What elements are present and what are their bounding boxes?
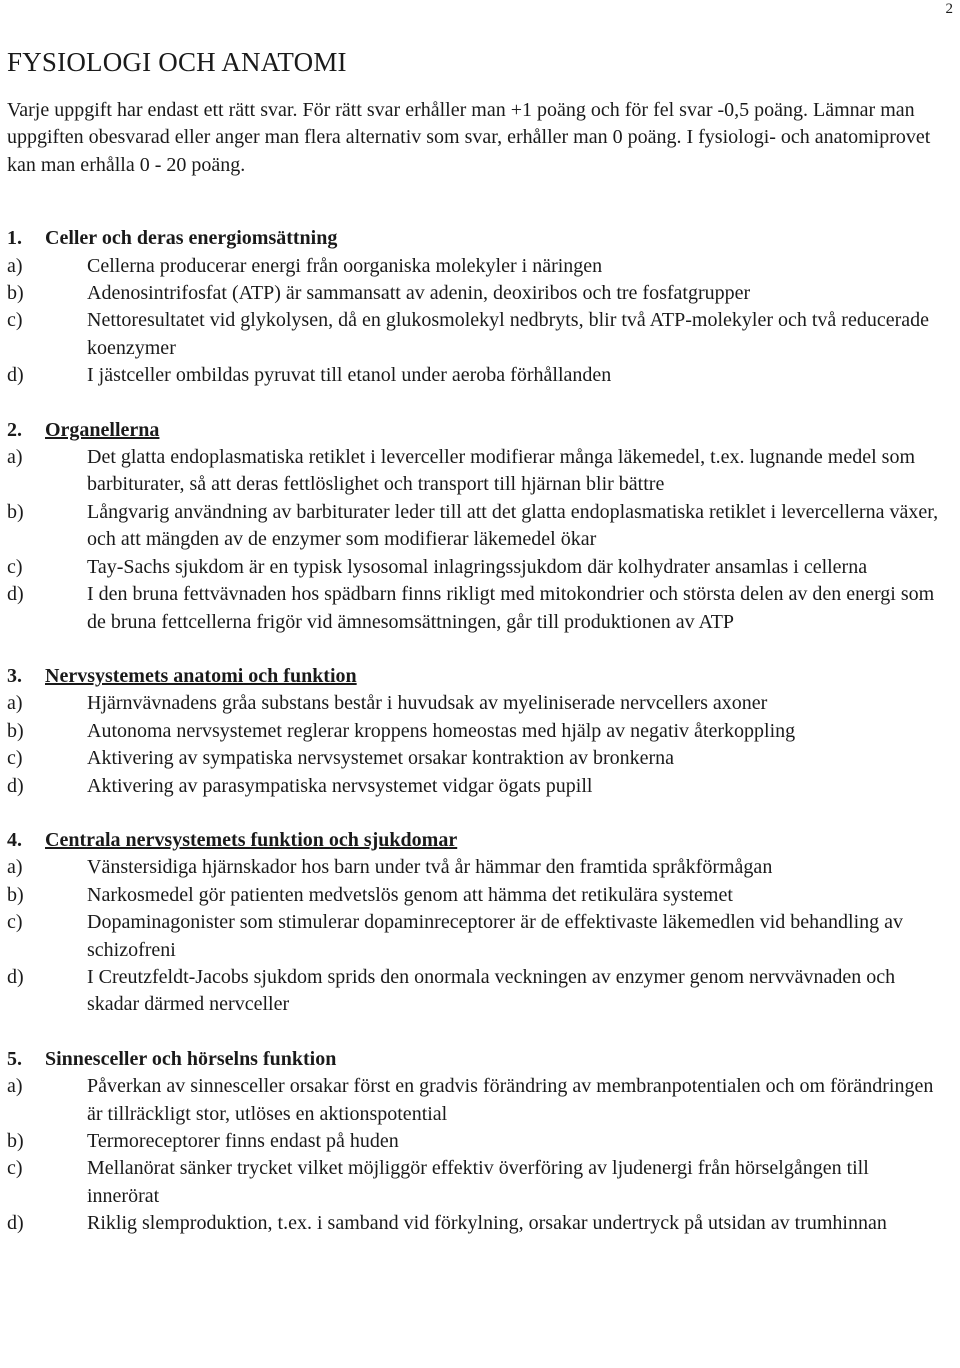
- option-letter: b): [7, 719, 24, 742]
- question-3: [7, 663, 942, 800]
- option-text: Påverkan av sinnesceller orsakar först en gradvis förändring av membranpotentialen och om förändringen är tillräckligt stor, utlöses en aktionspotential: [87, 1075, 934, 1125]
- option-letter: b): [7, 500, 24, 523]
- question-5: [7, 1046, 942, 1238]
- question-list: [7, 225, 942, 1237]
- option-text: I Creutzfeldt-Jacobs sjukdom sprids den onormala veckningen av enzymer genom nervvävnaden och skadar därmed nervceller: [87, 965, 896, 1016]
- option-letter: c): [7, 747, 23, 770]
- option-letter: c): [7, 911, 23, 934]
- option-text: Riklig slemproduktion, t.ex. i samband vid förkylning, orsakar undertryck på utsidan av trumhinnan: [87, 1212, 887, 1235]
- option-letter: b): [7, 883, 24, 906]
- answer-option: [7, 909, 942, 964]
- answer-option: [7, 773, 942, 800]
- question-4: [7, 827, 942, 1019]
- answer-option: [7, 307, 942, 362]
- option-text: Autonoma nervsystemet reglerar kroppens homeostas med hjälp av negativ återkoppling: [87, 719, 796, 742]
- answer-option: [7, 882, 942, 909]
- option-text: Narkosmedel gör patienten medvetslös genom att hämma det retikulära systemet: [87, 883, 733, 906]
- question-heading: [7, 225, 942, 252]
- option-text: Mellanörat sänker trycket vilket möjliggör effektiv överföring av ljudenergi från hörselgången till innerörat: [87, 1157, 869, 1207]
- answer-option: [7, 854, 942, 881]
- question-1: [7, 225, 942, 389]
- answer-option: [7, 1073, 942, 1128]
- answer-option: [7, 554, 942, 581]
- answer-option: [7, 362, 942, 389]
- document-title: FYSIOLOGI OCH ANATOMI: [7, 47, 347, 77]
- question-heading: [7, 827, 942, 854]
- option-letter: d): [7, 583, 24, 606]
- question-2: [7, 417, 942, 636]
- option-text: Aktivering av parasympatiska nervsystemet vidgar ögats pupill: [87, 774, 593, 797]
- option-text: Termoreceptorer finns endast på huden: [87, 1130, 399, 1152]
- option-letter: c): [7, 309, 23, 332]
- answer-option: [7, 690, 942, 717]
- answer-option: [7, 280, 942, 307]
- option-letter: a): [7, 1075, 23, 1098]
- option-text: Dopaminagonister som stimulerar dopaminreceptorer är de effektivaste läkemedlen vid behandling av schizofreni: [87, 911, 904, 961]
- question-number: 2.: [7, 418, 22, 441]
- answer-option: [7, 1210, 942, 1237]
- option-text: Adenosintrifosfat (ATP) är sammansatt av adenin, deoxiribos och tre fosfatgrupper: [87, 282, 751, 305]
- answer-option: [7, 1155, 942, 1210]
- answer-option: [7, 253, 942, 280]
- option-letter: b): [7, 1130, 24, 1152]
- option-text: Aktivering av sympatiska nervsystemet orsakar kontraktion av bronkerna: [87, 747, 675, 770]
- option-letter: a): [7, 254, 23, 277]
- question-number: 4.: [7, 828, 22, 851]
- question-number: 5.: [7, 1047, 22, 1070]
- question-heading: [7, 417, 942, 444]
- option-letter: a): [7, 692, 23, 715]
- option-text: Långvarig användning av barbiturater leder till att det glatta endoplasmatiska retiklet i levercellerna växer, och att mängden av de enzymer som modifierar läkemedel ökar: [87, 500, 939, 551]
- question-title: Sinnesceller och hörselns funktion: [45, 1047, 337, 1070]
- option-letter: d): [7, 364, 24, 387]
- option-text: Vänstersidiga hjärnskador hos barn under två år hämmar den framtida språkförmågan: [87, 856, 773, 879]
- answer-option: [7, 964, 942, 1019]
- option-letter: d): [7, 1212, 24, 1235]
- answer-option: [7, 1128, 942, 1155]
- question-number: 1.: [7, 227, 22, 250]
- question-heading: [7, 1046, 942, 1073]
- option-text: I den bruna fettvävnaden hos spädbarn finns rikligt med mitokondrier och största delen av den energi som de bruna fettcellerna frigör vid ämnesomsättningen, går till produktionen av ATP: [87, 583, 935, 633]
- instructions-paragraph: Varje uppgift har endast ett rätt svar. För rätt svar erhåller man +1 poäng och för fel svar -0,5 poäng. Lämnar man uppgiften obesvarad eller anger man flera alternativ som svar, erhåller man 0 poäng. I fysiologi- och anatomiprovet kan man erhålla 0 - 20 poäng.: [7, 99, 931, 176]
- question-title: Nervsystemets anatomi och funktion: [45, 664, 357, 687]
- option-text: Cellerna producerar energi från oorganiska molekyler i näringen: [87, 254, 603, 277]
- option-text: Hjärnvävnadens gråa substans består i huvudsak av myeliniserade nervcellers axoner: [87, 692, 768, 715]
- option-letter: c): [7, 555, 23, 578]
- option-letter: d): [7, 965, 24, 988]
- question-number: 3.: [7, 664, 22, 687]
- answer-option: [7, 745, 942, 772]
- question-heading: [7, 663, 942, 690]
- option-letter: d): [7, 774, 24, 797]
- option-letter: c): [7, 1157, 23, 1180]
- answer-option: [7, 499, 942, 554]
- option-text: Det glatta endoplasmatiska retiklet i leverceller modifierar många läkemedel, t.ex. lugnande medel som barbiturater, så att deras fettlöslighet och transport till hjärnan blir bättre: [87, 446, 916, 496]
- option-letter: b): [7, 282, 24, 305]
- answer-option: [7, 581, 942, 636]
- answer-option: [7, 718, 942, 745]
- page-number: 2: [945, 1, 953, 17]
- question-title: Organellerna: [45, 418, 160, 441]
- option-text: Nettoresultatet vid glykolysen, då en glukosmolekyl nedbryts, blir två ATP-molekyler och två reducerade koenzymer: [87, 309, 930, 359]
- document-body: [7, 45, 942, 1265]
- option-letter: a): [7, 446, 23, 469]
- question-title: Centrala nervsystemets funktion och sjukdomar: [45, 828, 458, 851]
- option-text: I jästceller ombildas pyruvat till etanol under aeroba förhållanden: [87, 364, 612, 387]
- option-letter: a): [7, 856, 23, 879]
- answer-option: [7, 444, 942, 499]
- question-title: Celler och deras energiomsättning: [45, 227, 338, 250]
- option-text: Tay-Sachs sjukdom är en typisk lysosomal inlagringssjukdom där kolhydrater ansamlas i cellerna: [87, 555, 868, 578]
